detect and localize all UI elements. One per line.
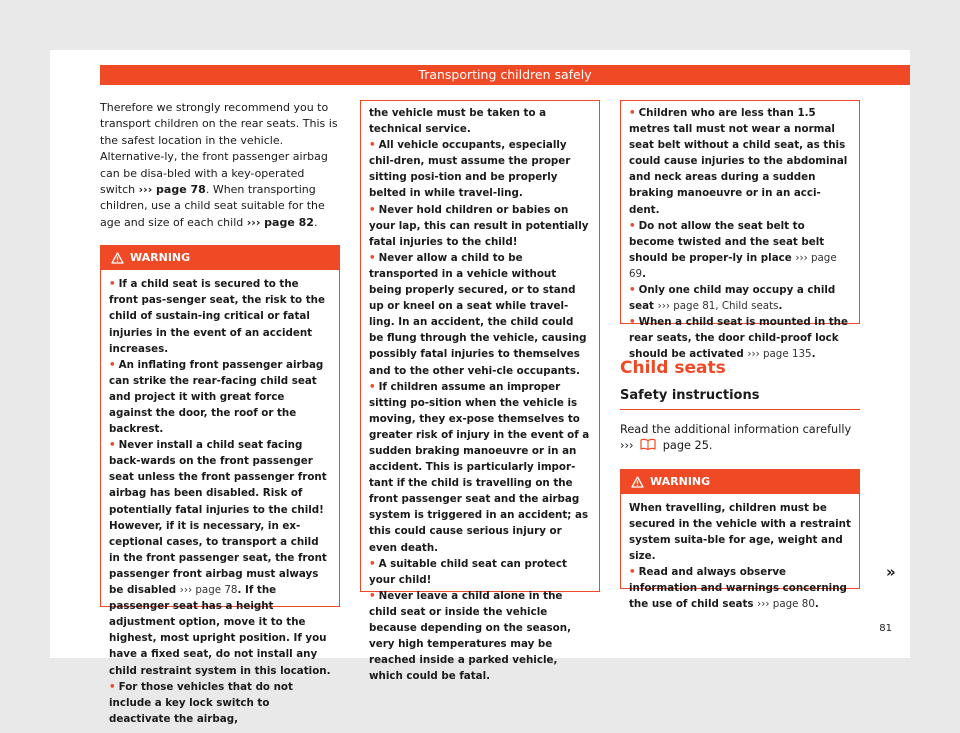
bullet-icon: • <box>629 316 636 329</box>
warning-item: • Do not allow the seat belt to become twisted and the seat belt should be proper-ly in place ››› page 69. <box>629 219 837 280</box>
warning-lead: the vehicle must be taken to a technical service. <box>369 107 547 136</box>
warning-body-continued-2 <box>621 101 859 369</box>
warning-item: • All vehicle occupants, especially chil-dren, must assume the proper sitting posi-tion and be properly belted in while travel-ling. <box>369 139 571 200</box>
warning-item: • Read and always observe information and warnings concerning the use of child seats ››› page 80. <box>629 566 847 611</box>
warning-item: • Children who are less than 1.5 metres tall must not wear a normal seat belt without a child seat, as this could cause injuries to the abdominal and neck areas during a sudden braking manoeuvre or in an acci-dent. <box>629 107 848 216</box>
page-header-title: Transporting children safely <box>418 67 592 82</box>
warning-item: • For those vehicles that do not include a key lock switch to deactivate the airbag, <box>109 680 293 725</box>
warning-header <box>621 470 859 494</box>
warning-box-continued <box>360 100 600 683</box>
read-info-paragraph: Read the additional information carefully ››› page 25. <box>620 422 860 457</box>
sub-title: Safety instructions <box>620 388 860 410</box>
warning-item: • Never allow a child to be transported in a vehicle without being properly secured, or to stand up or kneel on a seat while travel-ling. In an accident, the child could be flung through the vehicle, causing possibly fatal injuries to themselves and to the other vehi-cle occupants. <box>369 251 587 377</box>
intro-link-page-78[interactable]: ››› page 78 <box>138 183 206 197</box>
warning-body <box>101 270 339 733</box>
warning-triangle-icon <box>111 252 124 264</box>
bullet-icon: • <box>109 680 116 693</box>
column-3 <box>620 100 860 611</box>
warning-item: • Never hold children or babies on your lap, this can result in potentially fatal injuries to the child! <box>369 203 589 248</box>
bullet-icon: • <box>369 203 376 216</box>
link-page-80[interactable]: ››› page 80 <box>757 598 815 611</box>
child-seats-section <box>620 358 860 611</box>
warning-item: • If a child seat is secured to the front pas-senger seat, the risk to the child of sustain-ing critical or fatal injuries in the event of an accident increases. <box>109 278 325 355</box>
warning-item: • An inflating front passenger airbag can strike the rear-facing child seat and project it with great force against the door, the roof or the backrest. <box>109 358 324 436</box>
warning-box-front-seat <box>100 245 340 725</box>
book-icon <box>639 438 657 456</box>
link-page-135[interactable]: ››› page 135 <box>747 348 812 361</box>
column-1 <box>100 100 340 725</box>
warning-label: WARNING <box>650 474 711 488</box>
intro-link-page-82[interactable]: ››› page 82 <box>246 215 314 229</box>
warning-box-continued-2 <box>620 100 860 361</box>
intro-paragraph: Therefore we strongly recommend you to transport children on the rear seats. This is the safest location in the vehicle. Alternative-ly, the front passenger airbag can be disa-bled with a key-operated switch ››› page 78. When transporting children, use a child seat suitable for the age and size of each child ››› page 82. <box>100 101 338 229</box>
bullet-icon: • <box>369 380 376 393</box>
bullet-icon: • <box>369 139 376 152</box>
warning-link-page-78[interactable]: ››› page 78 <box>179 584 238 597</box>
continue-mark: » <box>886 563 896 581</box>
warning-item: • A suitable child seat can protect your child! <box>369 557 567 586</box>
warning-body <box>621 494 859 619</box>
warning-body-continued <box>361 101 599 690</box>
warning-triangle-icon <box>631 476 644 488</box>
page-number: 81 <box>879 623 892 634</box>
warning-item: • If children assume an improper sitting po-sition when the vehicle is moving, they ex-pose themselves to greater risk of injury in the event of a sudden braking manoeuvre or in an accident. This is particularly impor-tant if the child is travelling on the front passenger seat and the airbag system is triggered in an accident; as this could cause serious injury or even death. <box>369 380 590 554</box>
bullet-icon: • <box>629 107 636 119</box>
section-title: Child seats <box>620 358 726 378</box>
bullet-icon: • <box>369 589 376 602</box>
read-info-link[interactable]: ››› page 25. <box>620 439 713 452</box>
bullet-icon: • <box>109 278 116 291</box>
bullet-icon: • <box>629 566 636 579</box>
link-page-81-child-seats[interactable]: ››› page 81, Child seats <box>657 300 779 313</box>
bullet-icon: • <box>629 219 636 232</box>
link-page-69[interactable]: ››› page 69 <box>629 251 837 280</box>
bullet-icon: • <box>369 251 376 264</box>
warning-header <box>101 246 339 270</box>
warning-label: WARNING <box>130 251 191 265</box>
warning-item: • When a child seat is mounted in the rear seats, the door child-proof lock should be activated ››› page 135. <box>629 316 848 361</box>
column-2 <box>360 100 600 683</box>
bullet-icon: • <box>629 284 636 297</box>
bullet-icon: • <box>109 358 116 371</box>
bullet-icon: • <box>109 439 116 452</box>
page-header <box>100 65 910 85</box>
manual-page <box>50 50 910 725</box>
warning-intro: When travelling, children must be secured in the vehicle with a restraint system suita-ble for age, weight and size. <box>629 501 851 563</box>
warning-item: • Never leave a child alone in the child seat or inside the vehicle because depending on the season, very high temperatures may be reached inside a parked vehicle, which could be fatal. <box>369 589 571 683</box>
warning-item: • Only one child may occupy a child seat ››› page 81, Child seats. <box>629 284 836 313</box>
warning-box-child-seats <box>620 469 860 611</box>
warning-item: • Never install a child seat facing back-wards on the front passenger seat unless the front passenger front airbag has been disabled. Risk of potentially fatal injuries to the child! However, if it is necessary, in ex-ceptional cases, to transport a child in the front passenger seat, the front passenger front airbag must always be disabled ››› page 78. If the passenger seat has a height adjustment option, move it to the highest, most upright position. If you have a fixed seat, do not install any child restraint system in this location. <box>109 439 331 677</box>
bullet-icon: • <box>369 557 376 570</box>
